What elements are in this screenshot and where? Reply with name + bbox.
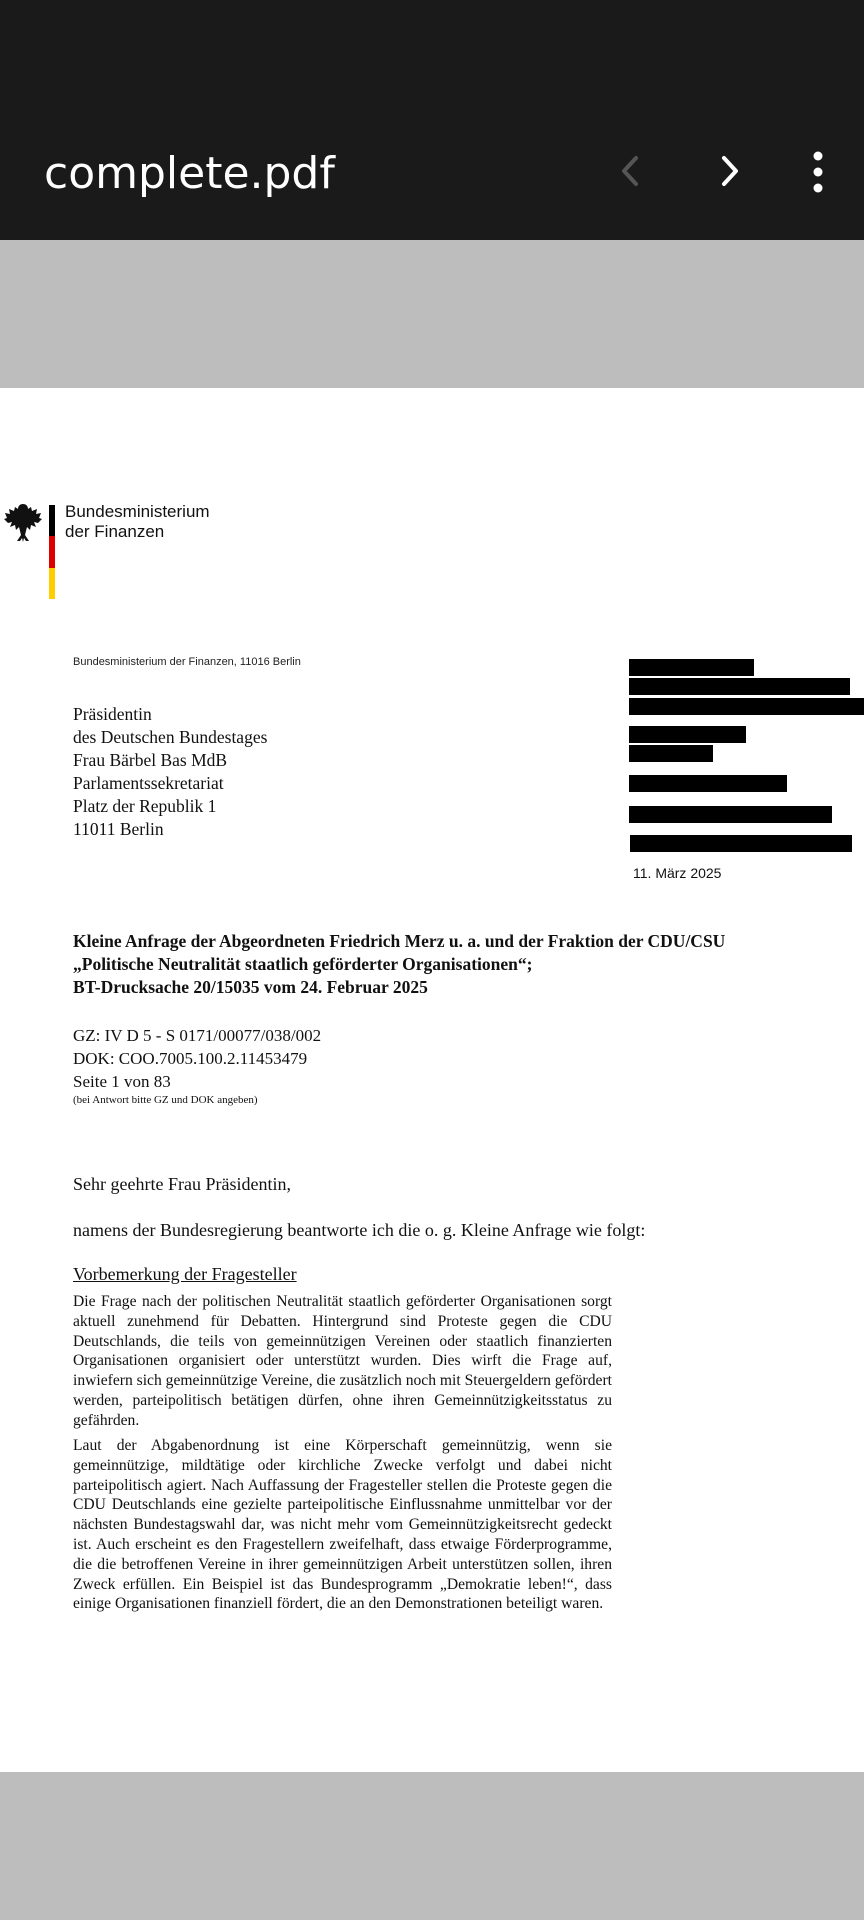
address-line: Platz der Republik 1 [73,796,217,816]
intro-sentence: namens der Bundesregierung beantworte ich die o. g. Kleine Anfrage wie folgt: [73,1220,646,1240]
more-vertical-icon[interactable] [800,150,836,194]
body-paragraph-1: Die Frage nach der politischen Neutralität staatlich geförderter Organisationen sorgt aktuell zunehmend für Debatten. Hintergrund sind Proteste gegen die CDU Deutschlands, die teils von gemeinnützigen Vereinen oder staatlich finanzierten Organisationen organisiert oder unterstützt wurden. Dies wirft die Frage auf, inwiefern sich gemeinnützige Vereine, die zusätzlich noch mit Steuergeldern gefördert werden, parteipolitisch betätigen dürfen, ohne ihren Gemeinnützigkeitsstatus zu gefährden. [73,1293,612,1429]
redaction-bar [629,745,713,762]
logo-line-1: Bundesministerium [65,502,210,521]
recipient-address [73,703,267,841]
app-bar [0,0,864,240]
gz-reference: GZ: IV D 5 - S 0171/00077/038/002 [73,1026,322,1045]
address-line: Präsidentin [73,704,152,724]
redaction-bar [630,835,852,852]
federal-eagle-icon [4,500,42,546]
body-paragraph-2: Laut der Abgabenordnung ist eine Körperschaft gemeinnützig, wenn sie gemeinnützige, mildtätige oder kirchliche Zwecke verfolgt und dabei nicht parteipolitisch agiert. Nach Auffassung der Fragesteller stellen die Proteste gegen die CDU Deutschlands eine gezielte parteipolitische Einflussnahme unmittelbar vor der nächsten Bundestagswahl dar, was nicht mehr vom Gemeinnützigkeitsrecht gedeckt ist. Auch erscheint es den Fragestellern zweifelhaft, dass etwaige Förderprogramme, die die betroffenen Vereine in ihrer gemeinnützigen Arbeit unterstützen sollen, ihren Zweck erfüllen. Ein Beispiel ist das Bundesprogramm „Demokratie leben!“, dass einige Organisationen finanziell fördert, die an den Demonstrationen beteiligt waren. [73,1437,612,1613]
subject-line: Kleine Anfrage der Abgeordneten Friedrich Merz u. a. und der Fraktion der CDU/CSU [73,931,726,951]
redaction-bar [629,698,864,715]
redaction-bar [629,726,746,743]
chevron-right-icon[interactable] [710,146,750,196]
address-line: Frau Bärbel Bas MdB [73,750,228,770]
flag-bar [49,505,55,599]
letter-date: 11. März 2025 [633,865,722,881]
address-line: Parlamentssekretariat [73,773,224,793]
address-line: des Deutschen Bundestages [73,727,268,747]
section-heading: Vorbemerkung der Fragesteller [73,1264,297,1284]
sender-line: Bundesministerium der Finanzen, 11016 Berlin [73,656,301,668]
logo-line-2: der Finanzen [65,522,165,541]
subject-line: „Politische Neutralität staatlich geförderter Organisationen“; [73,954,533,974]
dok-reference: DOK: COO.7005.100.2.11453479 [73,1049,308,1068]
redaction-bar [629,678,850,695]
reference-block [73,1024,321,1107]
letter-subject [73,930,853,999]
redaction-bar [629,659,754,676]
subject-line: BT-Drucksache 20/15035 vom 24. Februar 2025 [73,977,428,997]
pdf-page[interactable] [0,388,864,1772]
page-count: Seite 1 von 83 [73,1072,171,1091]
ministry-logo-text [65,502,210,542]
document-title: complete.pdf [44,148,335,199]
address-line: 11011 Berlin [73,819,164,839]
salutation: Sehr geehrte Frau Präsidentin, [73,1174,291,1194]
redaction-bar [629,806,832,823]
reference-note: (bei Antwort bitte GZ und DOK angeben) [73,1094,258,1106]
chevron-left-icon[interactable] [610,146,650,196]
redaction-bar [629,775,787,792]
